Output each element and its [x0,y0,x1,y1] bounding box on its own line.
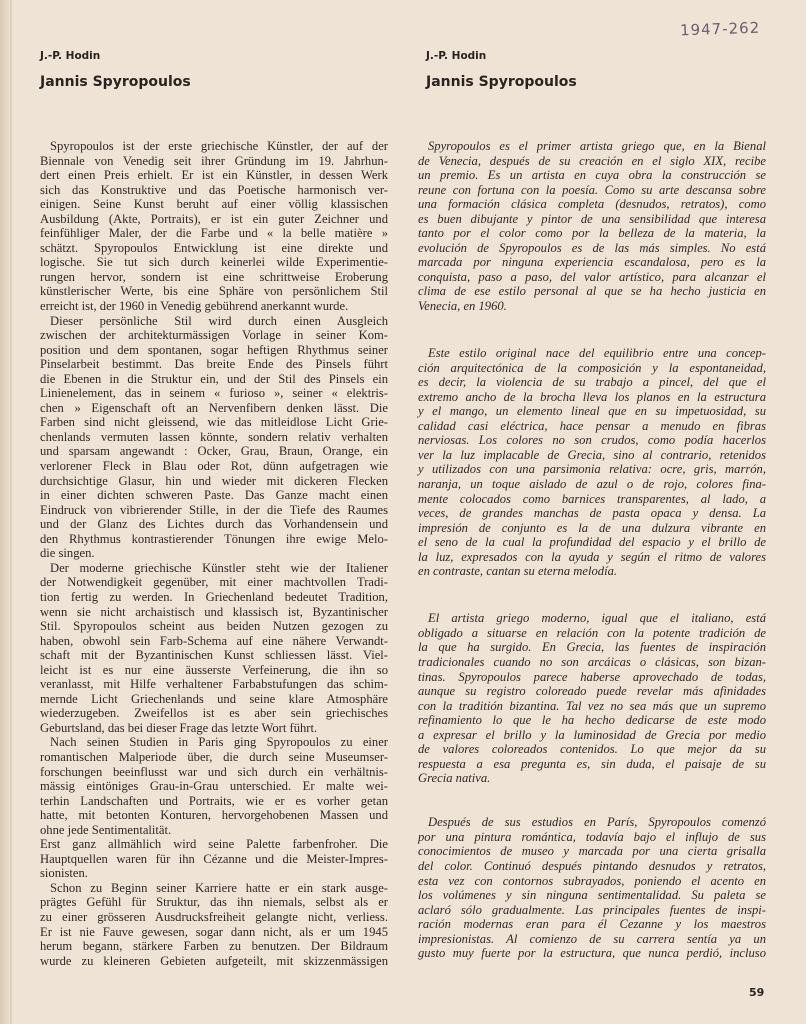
text-line: wiederzugeben. Zweifellos ist es aber sein griechisches [40,706,388,721]
text-line: den Rhythmus kontrastierender Tönungen ihre ewige Melo- [40,531,388,546]
paragraph [418,346,766,579]
text-line: conquista, paso a paso, del valor artístico, para alcanzar el [418,269,766,284]
paragraph [418,815,766,960]
text-line: Stil. Spyropoulos scheint aus beiden Nutzen gezogen zu [40,619,388,634]
text-line: herum begann, stärkere Farben zu benutzen. Der Bildraum [40,939,388,954]
text-line: zwischen der architekturmässigen Vorlage in seiner Kom- [40,328,388,343]
text-line: zu einer grösseren Ausdrucksfreiheit gelangte nicht, verliess. [40,909,388,924]
title-german: Jannis Spyropoulos [40,74,191,90]
text-line: Linienelement, das in seinem « furioso », seiner « elektris- [40,386,388,401]
text-line: in einer dichten schweren Paste. Das Ganze macht einen [40,488,388,503]
text-line: Hauptquellen waren für ihn Cézanne und die Meister-Impres- [40,851,388,866]
text-line: tinas. Spyropoulos parece haberse aprovechado de todas, [418,669,766,684]
text-line: Biennale von Venedig seit ihrer Gründung im 19. Jahrhun- [40,153,388,168]
text-line: Venecia, en 1960. [418,299,507,314]
text-line: feinfühliger Maler, der die Farbe und « la belle matière » [40,226,388,241]
text-line: Schon zu Beginn seiner Karriere hatte er ein stark ausge- [50,880,388,895]
text-line: schätzt. Spyropoulos Entwicklung ist eine direkte und [40,240,388,255]
text-line: los volúmenes y sin ninguna sentimentalidad. Su paleta se [418,888,766,903]
text-line: rungen hervor, sondern ist eine schrittweise Eroberung [40,269,388,284]
paragraph [40,561,388,736]
text-line: Spyropoulos ist der erste griechische Künstler, der auf der [50,139,388,153]
text-line: logische. Sie tut sich durch keinerlei wilde Experimentie- [40,255,388,270]
text-line: chen » Eigenschaft oft an Nervenfibern denken lässt. Die [40,400,388,415]
text-line: del color. Continuó después pintando desnudos y retratos, [418,859,766,874]
text-line: durchsichtige Glasur, hin und wieder mit dickeren Flecken [40,473,388,488]
text-line: hatte, mit betonten Konturen, hervorgehobenen Massen und [40,808,388,823]
handwritten-archive-number: 1947-262 [679,18,761,40]
text-line: en contraste, cantan su eterna melodía. [418,564,618,579]
text-line: Er ist nie Fauve gewesen, sogar dann nicht, als er um 1945 [40,924,388,939]
text-line: tanto por el color como por la belleza de la materia, la [418,226,766,241]
text-line: erreicht ist, der 1960 in Venedig gebührend anerkannt wurde. [40,299,349,314]
text-line: forschungen beeinflusst war und sich durch ein verhältnis- [40,764,388,779]
text-line: aclaró sólo gradualmente. Las principales fuentes de inspi- [418,902,766,917]
text-line: ohne jede Sentimentalität. [40,822,172,837]
text-line: verlorener Fleck in Blau oder Rot, dünn aufgetragen wie [40,459,388,474]
text-line: extremo ancho de la brocha lleva los planos en la estructura [418,389,766,404]
text-line: mässig eintöniges Grau-in-Grau unterschied. Er malte wei- [40,779,388,794]
paragraph [40,314,388,561]
text-line: Geburtsland, das bei dieser Frage das letzte Wort führt. [40,720,318,735]
text-line: terhin Landschaften und Portraits, wie er es vorher getan [40,793,388,808]
text-line: chenlands vermuten lassen könnte, sondern relativ verhalten [40,429,388,444]
title-spanish: Jannis Spyropoulos [426,74,577,90]
text-line: haben, obwohl sein Farb-Schema auf eine nähere Verwandt- [40,633,388,648]
text-line: de valores coloreados contenidos. Lo que mejor da su [418,742,766,757]
text-line: y utilizados con una parsimonia relativa: ocre, gris, marrón, [418,462,766,477]
text-line: a expresar el brillo y la luminosidad de Grecia por medio [418,727,766,742]
text-line: tradicionales cuando no son arcáicas o clásicas, son bizan- [418,654,766,669]
text-line: Erst ganz allmählich wird seine Palette farbenfroher. Die [40,837,388,852]
paragraph [40,881,388,968]
text-line: es decir, la violencia de su trabajo a pincel, del que el [418,375,766,390]
text-line: wurde zu kleineren Gebieten aufgeteilt, mit skizzenmässigen [40,953,388,968]
paragraph [418,611,766,786]
text-line: Dieser persönliche Stil wird durch einen Ausgleich [50,313,388,328]
text-line: position und dem spontanen, sogar heftigen Rhythmus seiner [40,342,388,357]
text-line: einigen. Seine Kunst beruht auf einer völlig klassischen [40,197,388,212]
text-line: un premio. Es un artista en cuya obra la construcción se [418,168,766,183]
text-line: und der Glanz des Lichtes durch das Vorhandensein und [40,517,388,532]
text-line: la luz, expresados con la ayuda y según el ritmo de valores [418,549,766,564]
page-edge-shadow [10,0,12,1024]
spanish-text-column [418,139,766,994]
text-line: und sparsam angewandt : Ocker, Grau, Braun, Orange, ein [40,444,388,459]
text-line: una formación clásica completa (desnudos, retratos), como [418,197,766,212]
text-line: Spyropoulos es el primer artista griego que, en la Bienal [428,139,766,153]
text-line: prägtes Gefühl für Struktur, das ihn niemals, selbst als er [40,895,388,910]
author-spanish: J.-P. Hodin [426,50,487,62]
text-line: naranja, un toque aislado de azul o de rojo, colores fina- [418,476,766,491]
text-line: ción arquitectónica de la composición y la espontaneidad, [418,360,766,375]
text-line: Este estilo original nace del equilibrio entre una concep- [428,346,766,361]
text-line: wenn sie nicht archaistisch und klassisch ist, Byzantinischer [40,604,388,619]
text-line: gusto muy fuerte por la estructura, que nunca perdió, incluso [418,946,766,961]
text-line: Pinselarbeit bestimmt. Das breite Ende des Pinsels führt [40,357,388,372]
text-line: impresionistas. Al comienzo de su carrera sentía ya un [418,931,766,946]
text-line: Der moderne griechische Künstler steht wie der Italiener [50,560,388,575]
text-line: por una pintura romántica, todavía bajo el influjo de sus [418,829,766,844]
text-line: Ausbildung (Akte, Portraits), er ist ein guter Zeichner und [40,211,388,226]
paragraph [40,735,388,837]
text-line: Eindruck von vibrierender Stille, in der die Tiefe des Raumes [40,502,388,517]
text-line: refinamiento lo que le ha hecho dedicarse de este modo [418,713,766,728]
paragraph [40,837,388,881]
text-line: conocimientos de museo y marcada por una cierta grisalla [418,844,766,859]
german-text-column [40,139,388,968]
page-number: 59 [749,986,765,999]
text-line: mente colocados como barnices transparentes, al lado, a [418,491,766,506]
text-line: reune con fortuna con la poesía. Como su arte descansa sobre [418,182,766,197]
text-line: künstlerischer Werte, bis eine Sphäre von persönlichem Stil [40,284,388,299]
text-line: esta vez con contornos subrayados, poniendo el acento en [418,873,766,888]
text-line: sionisten. [40,866,88,881]
text-line: Grecia nativa. [418,771,491,786]
text-line: y el mango, un elemento lineal que en su impetuosidad, su [418,404,766,419]
text-line: clima de ese estilo personal al que se ha hecho justicia en [418,284,766,299]
text-line: sich das Konstruktive und das Poetische harmonisch ver- [40,182,388,197]
author-german: J.-P. Hodin [40,50,101,62]
text-line: calidad casi eléctrica, hace pensar a menudo en fibras [418,418,766,433]
text-line: obligado a situarse en relación con la potente tradición de [418,625,766,640]
text-line: ver la luz implacable de Grecia, sino al contrario, retenidos [418,447,766,462]
text-line: romantischen Malperiode über, die durch seine Museumser- [40,749,388,764]
text-line: tion fertig zu werden. In Griechenland bedeutet Tradition, [40,589,388,604]
text-line: mernde Licht Griechenlands und seine klare Atmosphäre [40,691,388,706]
text-line: die singen. [40,546,95,561]
text-line: Después de sus estudios en París, Spyropoulos comenzó [428,815,766,830]
text-line: veces, de grandes manchas de pasta opaca y densa. La [418,506,766,521]
text-line: nerviosas. Los colores no son crudos, como podía hacerlos [418,433,766,448]
text-line: dert einen Preis erhielt. Er ist ein Künstler, in dessen Werk [40,168,388,183]
text-line: con la traditión bizantina. Tal vez no sea más que un supremo [418,698,766,713]
text-line: de Venecia, después de su creación en el siglo XIX, recibe [418,153,766,168]
text-line: el seno de la cual la profundidad del espacio y el brillo de [418,535,766,550]
text-line: ración modernas eran para él Cezanne y los maestros [418,917,766,932]
paragraph [418,139,766,314]
paragraph [40,139,388,314]
text-line: marcada por ninguna experiencia escandalosa, pero es la [418,255,766,270]
text-line: schaft mit der Byzantinischen Kunst schliessen lässt. Viel- [40,648,388,663]
text-line: respuesta a esa pregunta es, sin duda, el paisaje de su [418,756,766,771]
text-line: Farben sind nicht gleissend, wie das mitleidlose Licht Grie- [40,415,388,430]
text-line: veranlasst, mit Hilfe verhaltener Farbabstufungen das schim- [40,677,388,692]
text-line: aunque su registro coloreado puede revelar más afinidades [418,684,766,699]
text-line: leicht ist es nur eine äusserste Verfeinerung, die ihn so [40,662,388,677]
text-line: Nach seinen Studien in Paris ging Spyropoulos zu einer [50,735,388,750]
text-line: la que ha surgido. En Grecia, las fuentes de inspiración [418,640,766,655]
text-line: die Ebenen in die Struktur ein, und der Stil des Pinsels ein [40,371,388,386]
text-line: impresión de conjunto es la de una dulzura vibrante en [418,520,766,535]
text-line: evolución de Spyropoulos es de las más simples. No está [418,240,766,255]
text-line: El artista griego moderno, igual que el italiano, está [428,611,766,626]
text-line: es buen dibujante y pintor de una sensibilidad que interesa [418,211,766,226]
text-line: der Notwendigkeit gegenüber, mit einer machtvollen Tradi- [40,575,388,590]
